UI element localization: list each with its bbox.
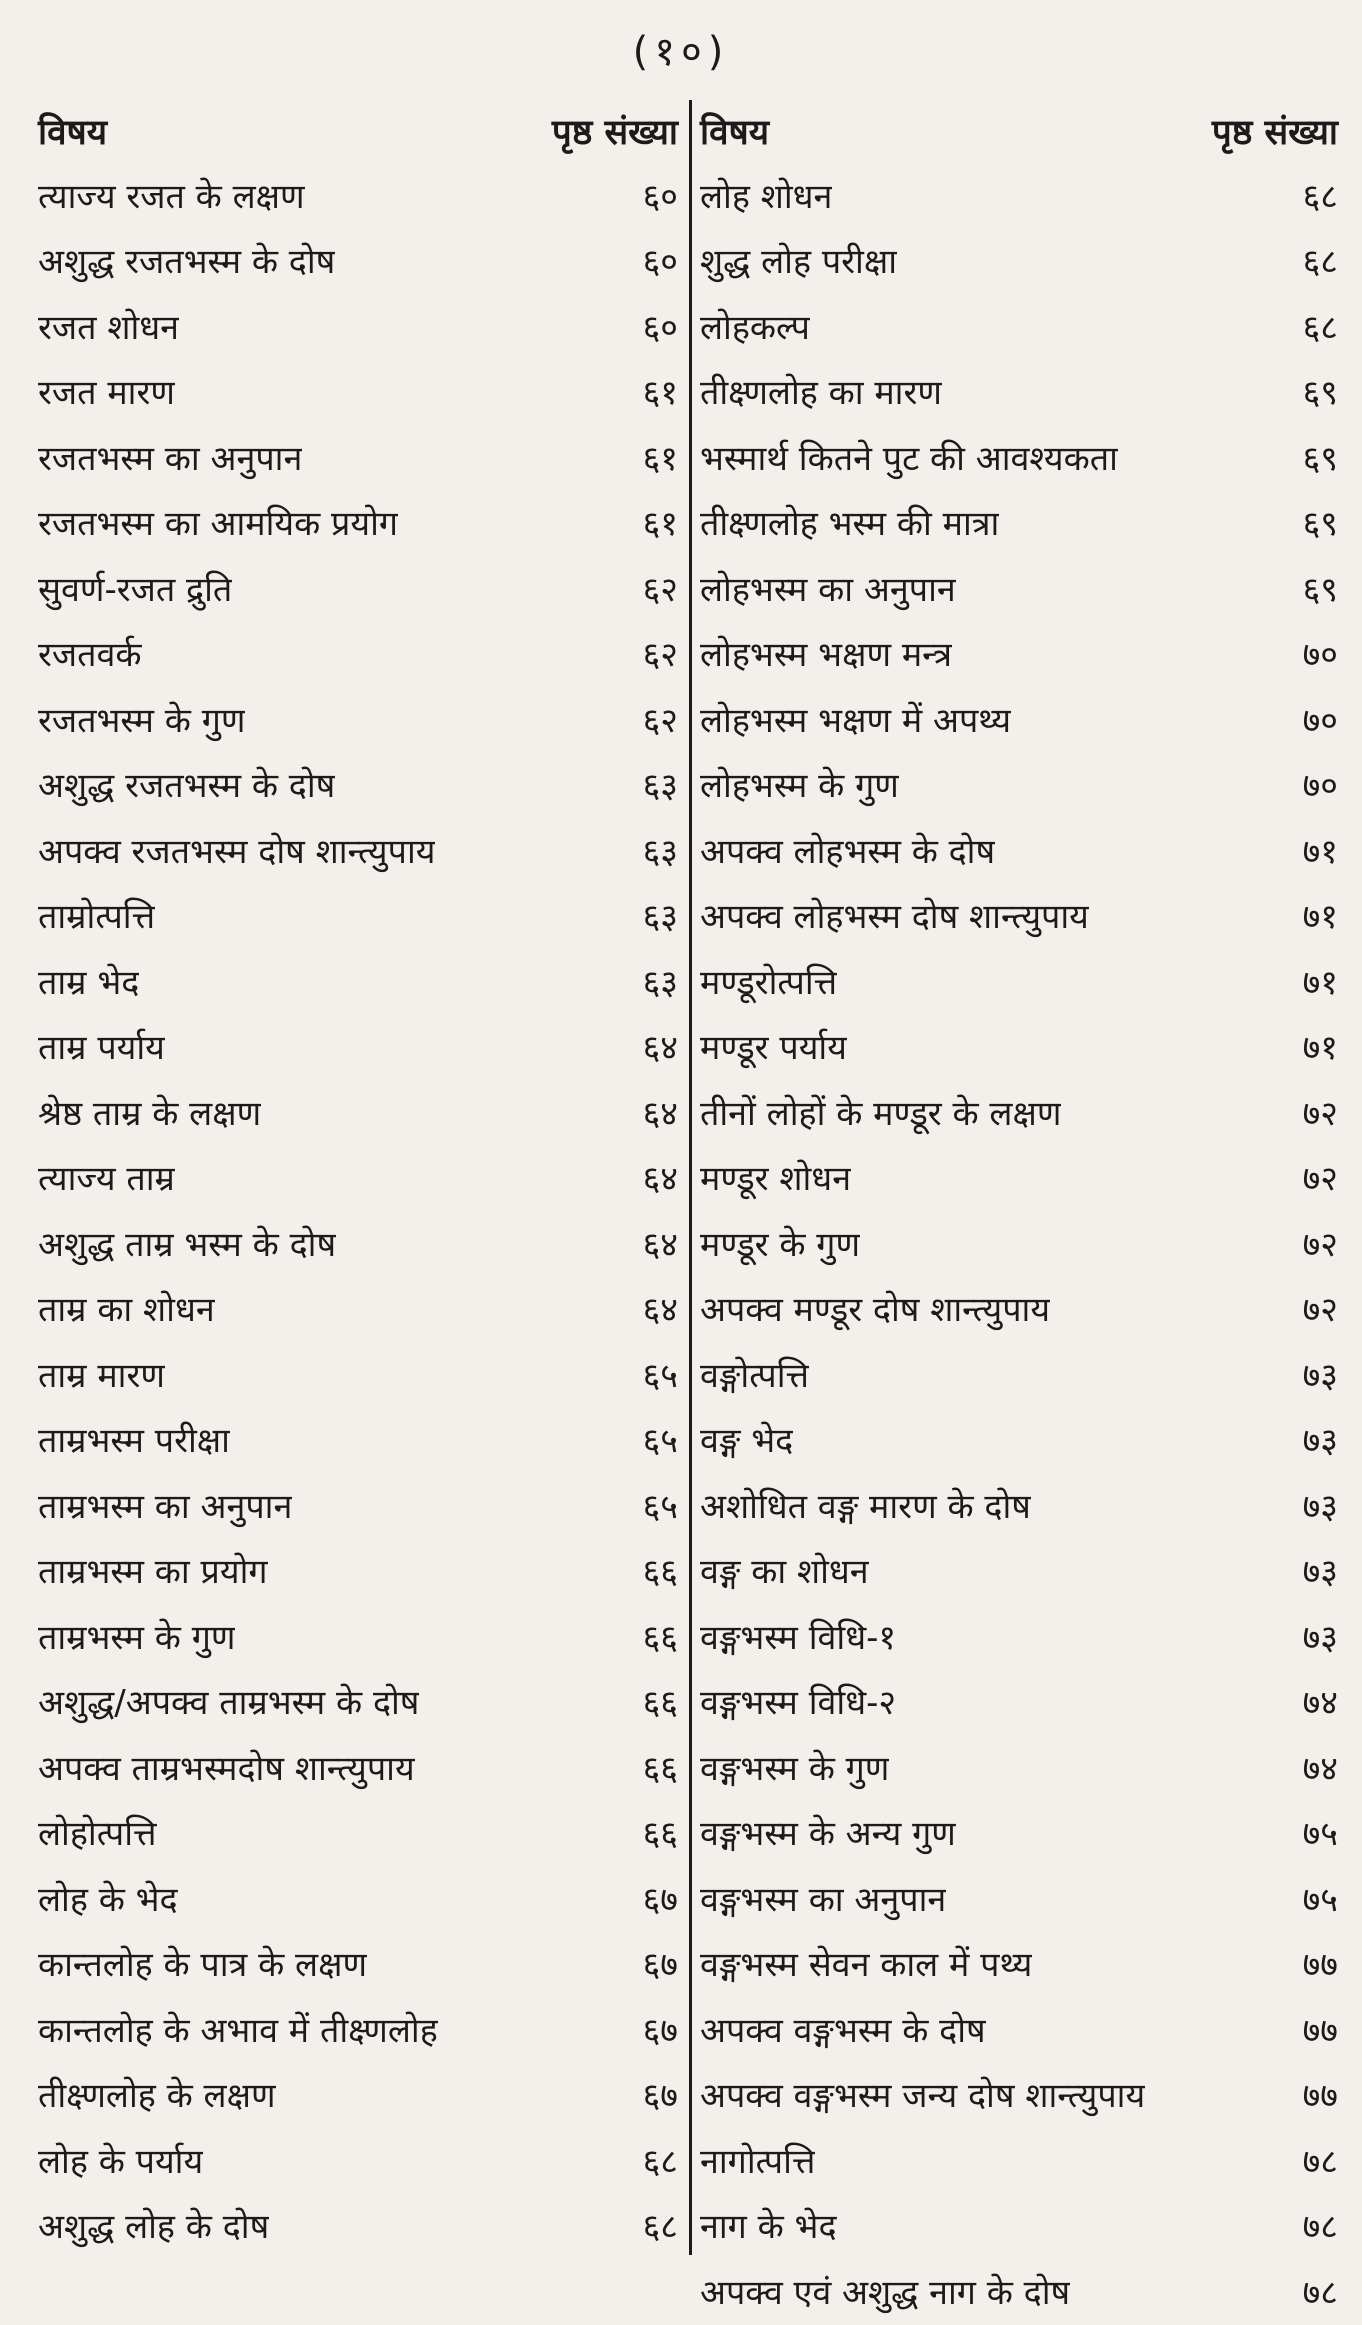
toc-entry-title: वङ्ग का शोधन (700, 1552, 869, 1593)
toc-entry-title: रजतभस्म के गुण (38, 700, 246, 741)
toc-entry (700, 686, 1338, 752)
toc-entry-title: लोहभस्म का अनुपान (700, 569, 956, 610)
page-heading: पृष्ठ संख्या (551, 112, 678, 153)
toc-entry (38, 228, 678, 294)
toc-entry (700, 752, 1338, 818)
toc-entry-page: ७१ (1302, 962, 1338, 1003)
toc-entry (38, 424, 678, 490)
toc-entry-title: कान्तलोह के अभाव में तीक्ष्णलोह (38, 2010, 438, 2051)
toc-entry-page: ६१ (642, 438, 678, 479)
toc-entry-page: ६७ (642, 2010, 678, 2051)
toc-entry-title: वङ्गभस्म सेवन काल में पथ्य (700, 1945, 1033, 1986)
toc-entry (700, 1538, 1338, 1604)
toc-entry (38, 2062, 678, 2128)
toc-entry (700, 948, 1338, 1014)
toc-entry-title: लोहकल्प (700, 307, 810, 348)
toc-entry-title: अपक्व एवं अशुद्ध नाग के दोष (700, 2272, 1071, 2313)
toc-entry-page: ६८ (1302, 242, 1338, 283)
toc-entry (38, 1014, 678, 1080)
toc-entry (38, 1996, 678, 2062)
toc-entry-page: ७४ (1302, 1683, 1338, 1724)
toc-entry-page: ७५ (1302, 1879, 1338, 1920)
toc-entry (38, 752, 678, 818)
toc-entry-title: लोह के भेद (38, 1879, 178, 1920)
toc-entry-page: ७७ (1302, 2010, 1338, 2051)
toc-entry (38, 359, 678, 425)
toc-entry (38, 490, 678, 556)
toc-entry-page: ७७ (1302, 1945, 1338, 1986)
toc-entry (38, 1538, 678, 1604)
toc-entry-page: ७५ (1302, 1814, 1338, 1855)
toc-entry-page: ७४ (1302, 1748, 1338, 1789)
toc-entry (38, 1210, 678, 1276)
page-heading: पृष्ठ संख्या (1211, 112, 1338, 153)
toc-entry (700, 1079, 1338, 1145)
toc-entry-title: त्याज्य रजत के लक्षण (38, 176, 305, 217)
toc-entry (38, 1276, 678, 1342)
toc-entry-title: मण्डूर शोधन (700, 1159, 852, 1200)
toc-list (700, 162, 1338, 2324)
toc-entry-title: ताम्रभस्म परीक्षा (38, 1421, 230, 1462)
toc-entry-title: ताम्रभस्म का प्रयोग (38, 1552, 268, 1593)
toc-entry-title: वङ्गभस्म के अन्य गुण (700, 1814, 956, 1855)
toc-entry-title: अशुद्ध लोह के दोष (38, 2207, 270, 2248)
toc-entry (700, 1276, 1338, 1342)
toc-entry (38, 817, 678, 883)
toc-entry-title: ताम्र भेद (38, 962, 140, 1003)
toc-entry (700, 1407, 1338, 1473)
toc-entry-title: वङ्गभस्म का अनुपान (700, 1879, 947, 1920)
toc-entry-page: ६४ (642, 1159, 678, 1200)
toc-entry (38, 1865, 678, 1931)
toc-entry-title: रजतवर्क (38, 635, 142, 676)
toc-entry-page: ७० (1302, 700, 1338, 741)
toc-entry-page: ६६ (642, 1617, 678, 1658)
toc-entry-title: अशुद्ध रजतभस्म के दोष (38, 242, 336, 283)
toc-entry (38, 1407, 678, 1473)
toc-entry-title: तीक्ष्णलोह के लक्षण (38, 2076, 276, 2117)
toc-entry-title: लोहभस्म के गुण (700, 766, 899, 807)
toc-entry-page: ७२ (1302, 1093, 1338, 1134)
toc-entry-page: ६५ (642, 1486, 678, 1527)
toc-entry (700, 1603, 1338, 1669)
toc-entry-title: ताम्र पर्याय (38, 1028, 165, 1069)
toc-entry (38, 1341, 678, 1407)
toc-entry-title: अपक्व वङ्गभस्म के दोष (700, 2010, 986, 2051)
toc-entry-page: ६६ (642, 1814, 678, 1855)
toc-entry-page: ६८ (1302, 176, 1338, 217)
toc-entry-page: ६६ (642, 1683, 678, 1724)
toc-entry-page: ७० (1302, 635, 1338, 676)
toc-entry-title: रजत शोधन (38, 307, 180, 348)
toc-entry-page: ६८ (1302, 307, 1338, 348)
toc-entry-page: ७८ (1302, 2272, 1338, 2313)
toc-entry-title: ताम्रोत्पत्ति (38, 897, 156, 938)
toc-entry-page: ७२ (1302, 1290, 1338, 1331)
toc-entry-page: ६८ (642, 2141, 678, 2182)
toc-entry-page: ६४ (642, 1028, 678, 1069)
toc-entry-title: मण्डूरोत्पत्ति (700, 962, 838, 1003)
toc-entry (38, 1472, 678, 1538)
toc-entry-page: ६५ (642, 1355, 678, 1396)
toc-entry (38, 555, 678, 621)
toc-entry (700, 490, 1338, 556)
toc-entry (700, 228, 1338, 294)
toc-entry-page: ६६ (642, 1552, 678, 1593)
toc-entry (38, 2127, 678, 2193)
toc-entry-title: वङ्गभस्म के गुण (700, 1748, 890, 1789)
toc-entry-title: वङ्ग भेद (700, 1421, 794, 1462)
toc-entry-title: लोहभस्म भक्षण में अपथ्य (700, 700, 1012, 741)
toc-entry-page: ६३ (642, 897, 678, 938)
toc-entry-page: ६९ (1302, 373, 1338, 414)
toc-entry (700, 1734, 1338, 1800)
toc-entry-page: ७७ (1302, 2076, 1338, 2117)
toc-entry-title: तीनों लोहों के मण्डूर के लक्षण (700, 1093, 1062, 1134)
toc-entry-page: ६० (642, 307, 678, 348)
toc-entry-title: ताम्र मारण (38, 1355, 165, 1396)
toc-entry-title: अशुद्ध/अपक्व ताम्रभस्म के दोष (38, 1683, 420, 1724)
toc-entry-title: भस्मार्थ कितने पुट की आवश्यकता (700, 438, 1118, 479)
toc-entry-page: ६२ (642, 635, 678, 676)
toc-entry-title: अपक्व वङ्गभस्म जन्य दोष शान्त्युपाय (700, 2076, 1146, 2117)
subject-heading: विषय (38, 112, 108, 153)
toc-entry-page: ६१ (642, 504, 678, 545)
toc-entry-title: सुवर्ण-रजत द्रुति (38, 569, 233, 610)
toc-entry-title: नागोत्पत्ति (700, 2141, 816, 2182)
toc-entry (700, 1865, 1338, 1931)
toc-entry-page: ७८ (1302, 2141, 1338, 2182)
toc-entry-title: त्याज्य ताम्र (38, 1159, 175, 1200)
toc-entry-page: ६१ (642, 373, 678, 414)
toc-entry-title: अपक्व रजतभस्म दोष शान्त्युपाय (38, 831, 436, 872)
toc-entry-page: ६७ (642, 1879, 678, 1920)
toc-right-column (700, 100, 1338, 2324)
toc-entry-page: ६४ (642, 1224, 678, 1265)
toc-entry-title: नाग के भेद (700, 2207, 837, 2248)
toc-entry-title: अशुद्ध ताम्र भस्म के दोष (38, 1224, 337, 1265)
toc-entry-page: ६८ (642, 2207, 678, 2248)
toc-entry (38, 621, 678, 687)
toc-entry-page: ७३ (1302, 1355, 1338, 1396)
toc-entry-title: वङ्गभस्म विधि-१ (700, 1617, 897, 1658)
toc-entry-page: ६४ (642, 1290, 678, 1331)
toc-entry-page: ७१ (1302, 831, 1338, 872)
toc-entry-page: ७२ (1302, 1224, 1338, 1265)
toc-entry (700, 621, 1338, 687)
toc-entry-title: अशोधित वङ्ग मारण के दोष (700, 1486, 1031, 1527)
toc-entry-page: ६९ (1302, 569, 1338, 610)
toc-entry-page: ७३ (1302, 1486, 1338, 1527)
toc-entry-title: लोहभस्म भक्षण मन्त्र (700, 635, 952, 676)
toc-entry-page: ७१ (1302, 897, 1338, 938)
toc-entry (38, 162, 678, 228)
toc-entry-page: ७३ (1302, 1617, 1338, 1658)
column-divider (689, 100, 692, 2255)
toc-entry (700, 1800, 1338, 1866)
toc-entry-page: ६९ (1302, 504, 1338, 545)
toc-entry-title: अशुद्ध रजतभस्म के दोष (38, 766, 336, 807)
toc-entry-page: ६७ (642, 1945, 678, 1986)
subject-heading: विषय (700, 112, 770, 153)
toc-left-column (38, 100, 678, 2258)
toc-entry (700, 2127, 1338, 2193)
toc-entry (38, 1800, 678, 1866)
toc-entry (700, 883, 1338, 949)
toc-entry-title: ताम्र का शोधन (38, 1290, 215, 1331)
toc-entry (700, 2193, 1338, 2259)
toc-entry-page: ६३ (642, 766, 678, 807)
toc-entry-title: ताम्रभस्म के गुण (38, 1617, 236, 1658)
toc-entry-page: ६३ (642, 962, 678, 1003)
toc-entry-page: ७२ (1302, 1159, 1338, 1200)
toc-entry-page: ६९ (1302, 438, 1338, 479)
toc-entry (700, 817, 1338, 883)
toc-entry (700, 162, 1338, 228)
toc-entry-page: ६४ (642, 1093, 678, 1134)
toc-entry (700, 424, 1338, 490)
page-number: (१०) (632, 29, 730, 75)
toc-entry-title: रजतभस्म का अनुपान (38, 438, 303, 479)
toc-entry-page: ७३ (1302, 1421, 1338, 1462)
toc-entry (700, 1931, 1338, 1997)
toc-entry (38, 1145, 678, 1211)
toc-entry-title: लोहोत्पत्ति (38, 1814, 157, 1855)
toc-entry-page: ६५ (642, 1421, 678, 1462)
toc-entry (700, 2062, 1338, 2128)
toc-entry (38, 1734, 678, 1800)
toc-entry-title: अपक्व लोहभस्म के दोष (700, 831, 996, 872)
toc-entry-title: तीक्ष्णलोह का मारण (700, 373, 942, 414)
toc-entry-page: ७० (1302, 766, 1338, 807)
toc-entry (38, 293, 678, 359)
toc-entry-page: ६२ (642, 700, 678, 741)
toc-entry-page: ७८ (1302, 2207, 1338, 2248)
toc-header (38, 100, 678, 162)
toc-entry (700, 2258, 1338, 2324)
toc-entry (700, 1210, 1338, 1276)
toc-list (38, 162, 678, 2258)
toc-entry-title: ताम्रभस्म का अनुपान (38, 1486, 293, 1527)
toc-entry-title: अपक्व ताम्रभस्मदोष शान्त्युपाय (38, 1748, 415, 1789)
toc-entry-title: मण्डूर पर्याय (700, 1028, 847, 1069)
toc-entry-page: ६२ (642, 569, 678, 610)
toc-entry (700, 1669, 1338, 1735)
toc-entry-page: ७३ (1302, 1552, 1338, 1593)
toc-entry-page: ६७ (642, 2076, 678, 2117)
toc-entry-title: अपक्व लोहभस्म दोष शान्त्युपाय (700, 897, 1089, 938)
toc-entry (700, 1145, 1338, 1211)
toc-entry (38, 1603, 678, 1669)
toc-entry (700, 1472, 1338, 1538)
toc-entry (700, 359, 1338, 425)
toc-entry (38, 1669, 678, 1735)
toc-entry-page: ६३ (642, 831, 678, 872)
toc-entry-title: लोह शोधन (700, 176, 833, 217)
toc-entry-title: वङ्गभस्म विधि-२ (700, 1683, 897, 1724)
toc-entry-page: ६० (642, 176, 678, 217)
toc-entry-title: शुद्ध लोह परीक्षा (700, 242, 898, 283)
toc-entry-title: श्रेष्ठ ताम्र के लक्षण (38, 1093, 262, 1134)
toc-entry-title: अपक्व मण्डूर दोष शान्त्युपाय (700, 1290, 1051, 1331)
toc-entry-title: रजतभस्म का आमयिक प्रयोग (38, 504, 399, 545)
toc-entry (700, 293, 1338, 359)
toc-entry (38, 686, 678, 752)
toc-entry-page: ६० (642, 242, 678, 283)
toc-entry-page: ७१ (1302, 1028, 1338, 1069)
toc-entry-page: ६६ (642, 1748, 678, 1789)
toc-entry (700, 1014, 1338, 1080)
toc-entry (700, 1341, 1338, 1407)
toc-entry (700, 1996, 1338, 2062)
toc-entry (38, 2193, 678, 2259)
toc-entry-title: लोह के पर्याय (38, 2141, 204, 2182)
toc-header (700, 100, 1338, 162)
toc-entry-title: कान्तलोह के पात्र के लक्षण (38, 1945, 368, 1986)
toc-entry (38, 1079, 678, 1145)
toc-entry (38, 1931, 678, 1997)
toc-entry-title: वङ्गोत्पत्ति (700, 1355, 810, 1396)
toc-entry (38, 948, 678, 1014)
toc-entry (38, 883, 678, 949)
toc-entry-title: तीक्ष्णलोह भस्म की मात्रा (700, 504, 1000, 545)
toc-entry-title: रजत मारण (38, 373, 175, 414)
toc-entry (700, 555, 1338, 621)
toc-entry-title: मण्डूर के गुण (700, 1224, 861, 1265)
